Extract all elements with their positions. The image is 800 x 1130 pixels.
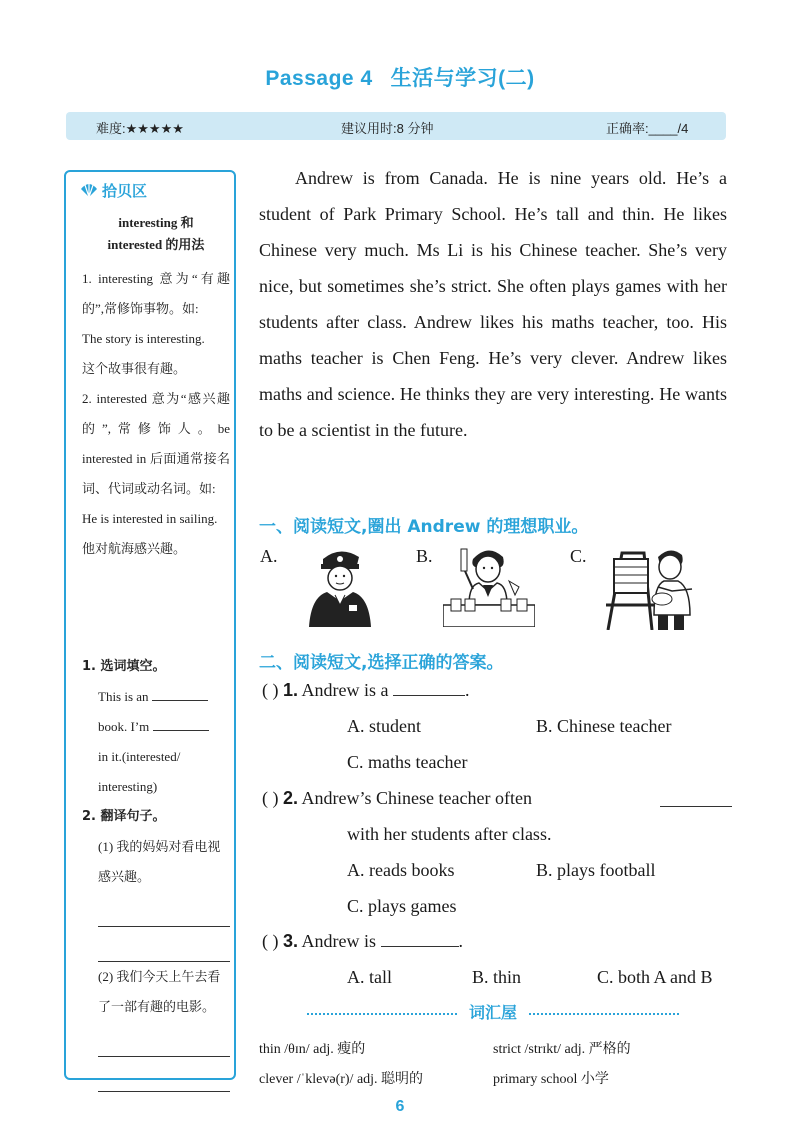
- sidebar-content: [82, 212, 230, 564]
- question-3: ( ) 3. Andrew is .: [262, 931, 464, 951]
- info-bar: [66, 112, 726, 140]
- answer-line[interactable]: [98, 1022, 230, 1057]
- question-2-cont: with her students after class.: [347, 824, 552, 844]
- answer-line[interactable]: [98, 1057, 230, 1092]
- page-title: [0, 62, 800, 92]
- shell-icon: [80, 182, 98, 198]
- sidebar-exercises: 1. 选词填空。 This is an book. I’m in it.(interested/ interesting) 2. 翻译句子。 (1) 我的妈妈对看电视感兴趣。 (2) 我们今天上午去看了一部有趣的电影。: [82, 652, 230, 1092]
- vocab-item: clever /ˈklevə(r)/ adj. 聪明的: [259, 1072, 424, 1087]
- vocab-heading: 词汇屋: [258, 1000, 728, 1023]
- answer-blank[interactable]: [393, 681, 465, 696]
- answer-line[interactable]: [98, 927, 230, 962]
- answer-line[interactable]: [98, 892, 230, 927]
- question-2: ( ) 2. Andrew’s Chinese teacher often: [262, 780, 732, 816]
- painter-icon[interactable]: [600, 545, 695, 630]
- page-number: 6: [395, 1098, 405, 1115]
- example-1: The story is interesting.: [82, 331, 205, 346]
- q1-option-c[interactable]: C. maths teacher: [347, 752, 468, 772]
- option-b-label: B.: [416, 546, 433, 566]
- passage-topic: 生活与学习(二): [390, 67, 535, 90]
- fill-blank-1[interactable]: [152, 686, 208, 701]
- section-2-heading: 二、阅读短文,选择正确的答案。: [259, 653, 504, 673]
- rule-1: 1. interesting 意为“有趣的”,常修饰事物。如:: [82, 271, 230, 316]
- sidebar-heading: 拾贝区: [80, 180, 147, 201]
- option-a-label: A.: [260, 546, 278, 566]
- reading-passage: Andrew is from Canada. He is nine years old. He’s a student of Park Primary School. He’s tall and thin. He likes Chinese very much. Ms Li is his Chinese teacher. She’s very nice, but sometimes she’s strict. She often plays games with her students after class. Andrew likes his maths teacher, too. His maths teacher is Chen Feng. He’s very clever. Andrew likes maths and science. He thinks they are very interesting. He wants to be a scientist in the future.: [259, 168, 727, 440]
- difficulty-rating: 难度:★★★★★: [96, 121, 184, 136]
- q3-option-c[interactable]: C. both A and B: [597, 967, 713, 987]
- q2-option-c[interactable]: C. plays games: [347, 896, 457, 916]
- answer-blank[interactable]: [381, 932, 459, 947]
- accuracy-rate: 正确率:____/4: [606, 121, 689, 136]
- example-2-translation: 他对航海感兴趣。: [82, 541, 187, 556]
- scientist-icon[interactable]: [443, 545, 535, 627]
- q2-option-b[interactable]: B. plays football: [536, 860, 656, 880]
- q3-option-b[interactable]: B. thin: [472, 967, 522, 987]
- tips-sidebar: [64, 170, 236, 1080]
- q3-option-a[interactable]: A. tall: [347, 967, 392, 987]
- answer-paren[interactable]: ( ): [262, 931, 279, 951]
- example-1-translation: 这个故事很有趣。: [82, 361, 187, 376]
- answer-paren[interactable]: ( ): [262, 788, 279, 808]
- answer-blank[interactable]: [660, 792, 732, 807]
- question-1: ( ) 1. Andrew is a .: [262, 680, 470, 700]
- translate-q2: (2) 我们今天上午去看了一部有趣的电影。: [98, 969, 221, 1014]
- police-officer-icon[interactable]: [305, 545, 375, 627]
- section-1-heading: 一、阅读短文,圈出 Andrew 的理想职业。: [259, 517, 589, 537]
- fill-blank-2[interactable]: [153, 716, 209, 731]
- vocab-item: primary school 小学: [493, 1072, 609, 1087]
- rule-2: 2. interested 意为“感兴趣的”,常修饰人。be interested in 后面通常接名词、代词或动名词。如:: [82, 391, 230, 496]
- vocab-item: strict /strɪkt/ adj. 严格的: [493, 1042, 631, 1057]
- q2-option-a[interactable]: A. reads books: [347, 860, 455, 880]
- exercise-1-heading: 1. 选词填空。: [82, 659, 166, 674]
- example-2: He is interested in sailing.: [82, 511, 218, 526]
- passage-number: Passage 4: [265, 67, 373, 90]
- q1-option-b[interactable]: B. Chinese teacher: [536, 716, 672, 736]
- answer-paren[interactable]: ( ): [262, 680, 279, 700]
- vocab-item: thin /θɪn/ adj. 瘦的: [259, 1042, 366, 1057]
- sidebar-subtitle: interesting 和 interested 的用法: [107, 215, 205, 252]
- translate-q1: (1) 我的妈妈对看电视感兴趣。: [98, 839, 221, 884]
- option-c-label: C.: [570, 546, 587, 566]
- exercise-2-heading: 2. 翻译句子。: [82, 809, 166, 824]
- q1-option-a[interactable]: A. student: [347, 716, 421, 736]
- suggested-time: 建议用时:8 分钟: [341, 121, 434, 136]
